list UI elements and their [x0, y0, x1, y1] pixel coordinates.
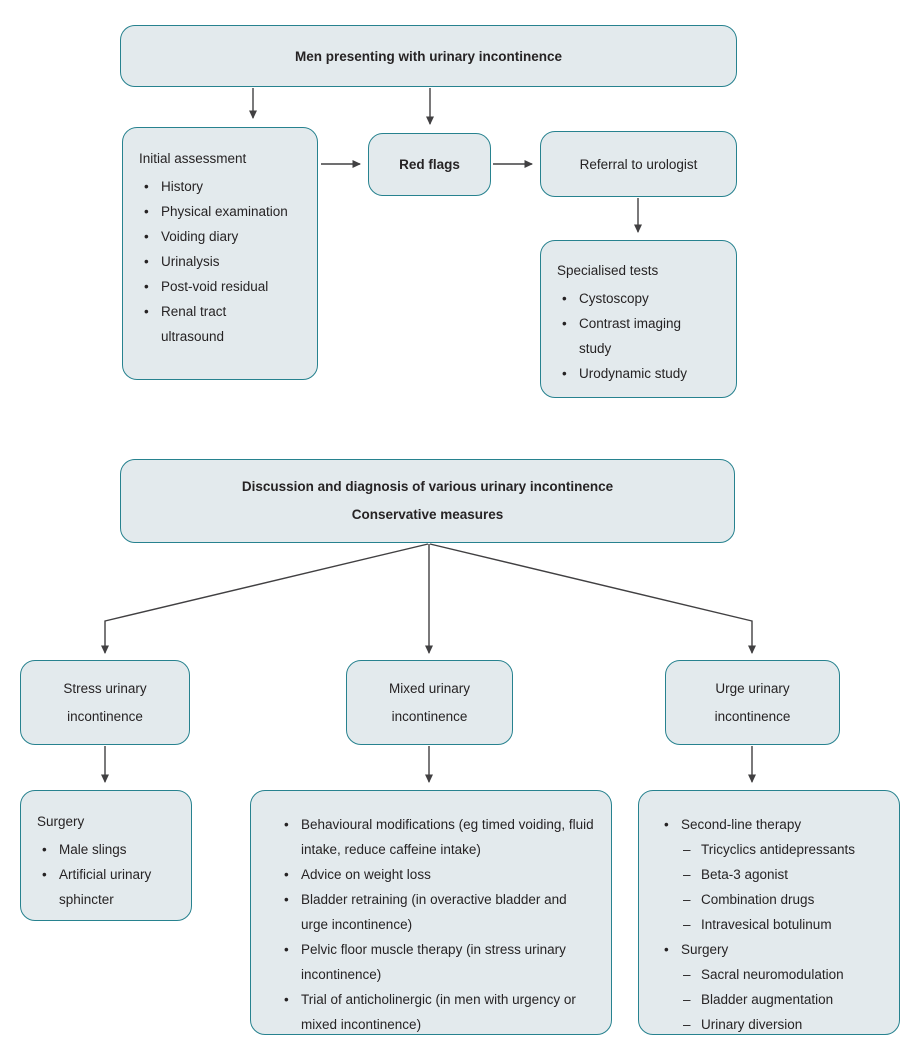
discussion-line2: Conservative measures [351, 507, 504, 522]
arrow-discussion-to-stress [105, 544, 428, 653]
specialised-tests-box [540, 240, 737, 398]
list-item: • Advice on weight loss [277, 862, 595, 887]
red-flags-box [368, 133, 491, 196]
list-item: • Contrast imaging study [555, 311, 700, 361]
discussion-box [120, 459, 735, 543]
list-item: • Physical examination [137, 199, 305, 224]
list-item: • Male slings [35, 837, 179, 862]
top-box-title: Men presenting with urinary incontinence [294, 48, 563, 64]
red-flags-title: Red flags [399, 157, 460, 172]
list-item: • Bladder retraining (in overactive bladder and urge incontinence) [277, 887, 595, 937]
mixed-treatment-list [277, 812, 595, 1037]
stress-treatment-box [20, 790, 192, 921]
mixed-treatment-box [250, 790, 612, 1035]
initial-assessment-list [137, 174, 305, 349]
specialised-tests-title: Specialised tests [557, 263, 659, 278]
urge-treatment-box [638, 790, 900, 1035]
list-item: • Renal tract ultrasound [137, 299, 267, 349]
list-item: • Urodynamic study [555, 361, 724, 386]
sub-list-item: – Urinary diversion [681, 1012, 891, 1037]
urge-group2-sublist [681, 962, 891, 1037]
urge-incontinence-box [665, 660, 840, 745]
referral-title: Referral to urologist [579, 156, 698, 172]
initial-assessment-box [122, 127, 318, 380]
list-item [657, 812, 891, 937]
urge-group2-title: Surgery [681, 942, 729, 957]
list-item: • Urinalysis [137, 249, 305, 274]
stress-line2: incontinence [67, 708, 143, 724]
arrow-discussion-to-urge [430, 544, 752, 653]
urge-treatment-list [657, 812, 891, 1037]
list-item: • Cystoscopy [555, 286, 724, 311]
urge-group1-title: Second-line therapy [681, 817, 802, 832]
mixed-incontinence-box [346, 660, 513, 745]
list-item: • Post-void residual [137, 274, 305, 299]
stress-treatment-title: Surgery [37, 814, 85, 829]
discussion-line1: Discussion and diagnosis of various urinary incontinence [241, 479, 614, 494]
list-item: • Artificial urinary sphincter [35, 862, 170, 912]
mixed-line1: Mixed urinary [388, 680, 471, 696]
urge-line1: Urge urinary [715, 680, 790, 696]
list-item: • Behavioural modifications (eg timed voiding, fluid intake, reduce caffeine intake) [277, 812, 595, 862]
list-item [657, 937, 891, 1037]
sub-list-item: – Bladder augmentation [681, 987, 891, 1012]
mixed-line2: incontinence [391, 708, 468, 724]
list-item: • Voiding diary [137, 224, 305, 249]
sub-list-item: – Intravesical botulinum [681, 912, 891, 937]
initial-assessment-title: Initial assessment [139, 151, 247, 166]
sub-list-item: – Sacral neuromodulation [681, 962, 891, 987]
list-item: • Pelvic floor muscle therapy (in stress urinary incontinence) [277, 937, 595, 987]
referral-box [540, 131, 737, 197]
stress-incontinence-box [20, 660, 190, 745]
top-box [120, 25, 737, 87]
list-item: • History [137, 174, 305, 199]
stress-line1: Stress urinary [63, 680, 147, 696]
urge-group1-sublist [681, 837, 891, 937]
sub-list-item: – Tricyclics antidepressants [681, 837, 891, 862]
sub-list-item: – Beta-3 agonist [681, 862, 891, 887]
stress-treatment-list [35, 837, 179, 912]
urge-line2: incontinence [714, 708, 791, 724]
list-item: • Trial of anticholinergic (in men with urgency or mixed incontinence) [277, 987, 595, 1037]
specialised-tests-list [555, 286, 724, 386]
sub-list-item: – Combination drugs [681, 887, 891, 912]
